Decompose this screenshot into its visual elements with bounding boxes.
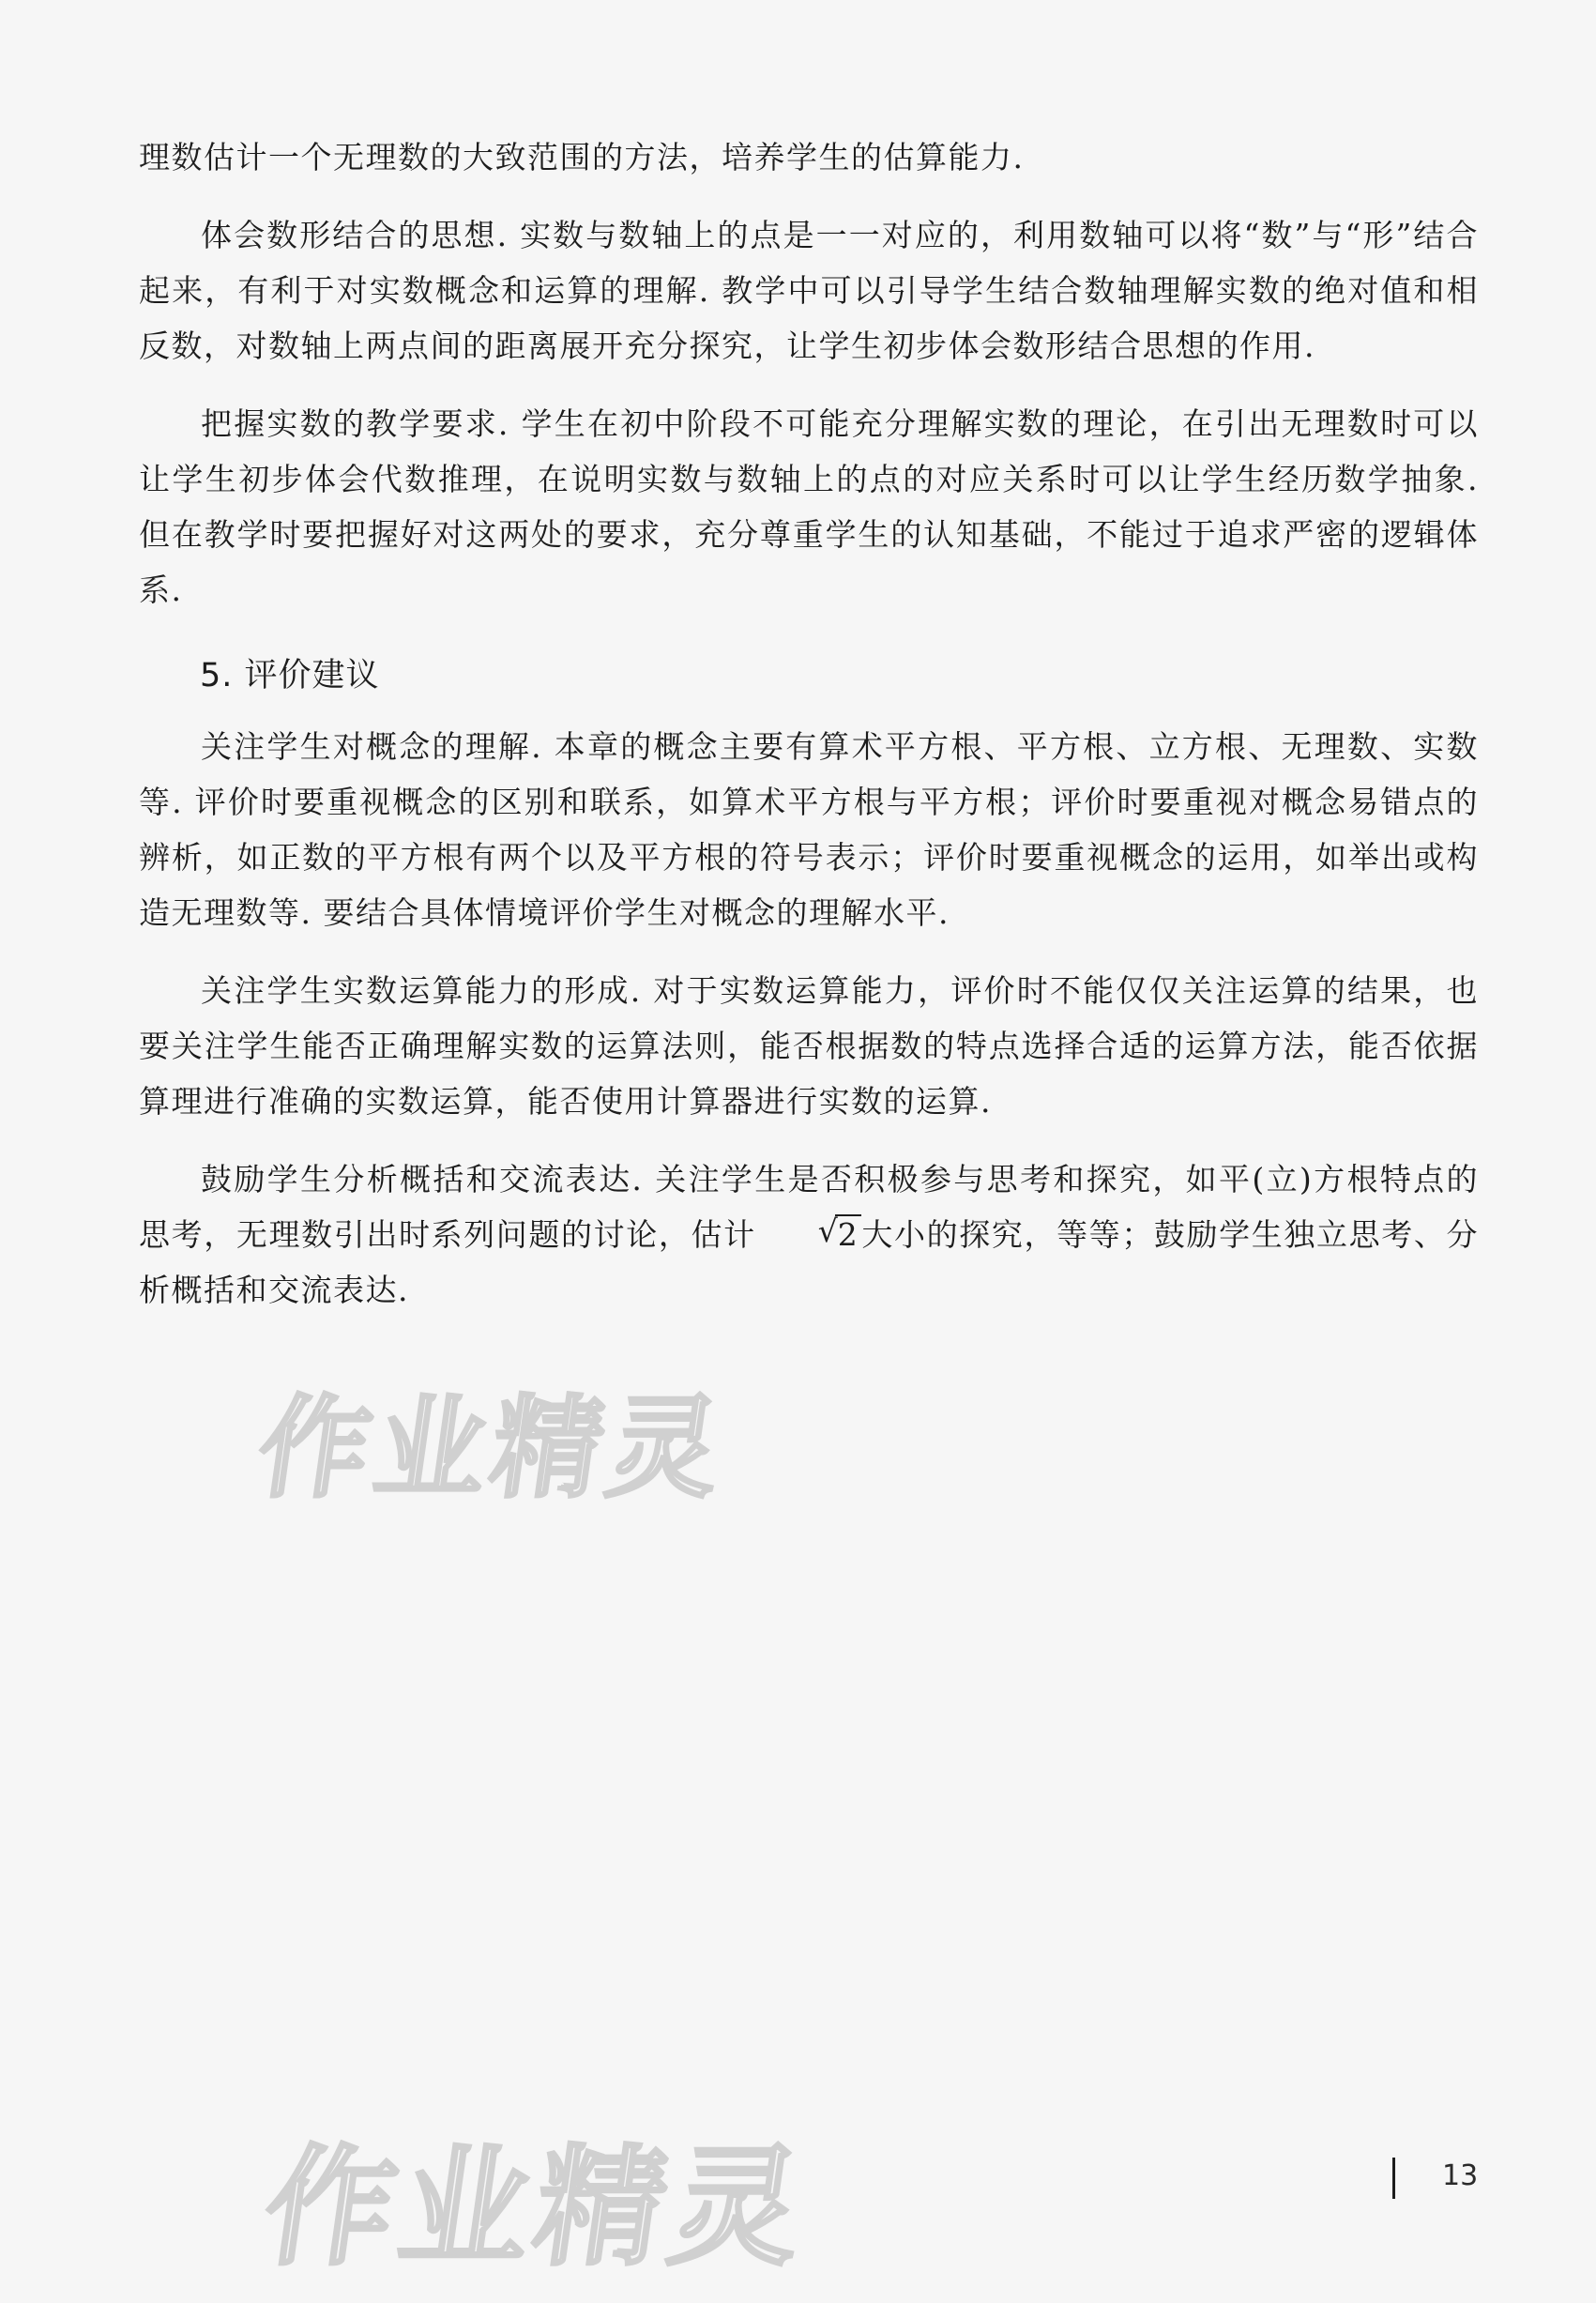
paragraph-concept-understanding: 关注学生对概念的理解. 本章的概念主要有算术平方根、平方根、立方根、无理数、实数等. 评价时要重视概念的区别和联系，如算术平方根与平方根；评价时要重视对概念易错点的辨析，如正数的平方根有两个以及平方根的符号表示；评价时要重视概念的运用，如举出或构造无理数等. 要结合具体情境评价学生对概念的理解水平.	[139, 728, 1479, 931]
watermark-lower: 作业精灵	[255, 2132, 817, 2283]
sqrt-radicand: 2	[835, 1214, 862, 1253]
watermark-upper: 作业精灵	[250, 1383, 735, 1513]
sqrt-expression	[756, 1207, 862, 1262]
paragraph-continuation: 理数估计一个无理数的大致范围的方法，培养学生的估算能力.	[139, 139, 1025, 175]
paragraph-expression	[139, 1152, 1479, 1318]
page-number: 13	[1442, 2159, 1479, 2192]
paragraph-expression-part2: 大小的探究，等等；鼓励学生独立思考、分析概括和交流表达.	[139, 1216, 1480, 1308]
paragraph-number-shape: 体会数形结合的思想. 实数与数轴上的点是一一对应的，利用数轴可以将“数”与“形”结合起来，有利于对实数概念和运算的理解. 教学中可以引导学生结合数轴理解实数的绝对值和相反数，对数轴上两点间的距离展开充分探究，让学生初步体会数形结合思想的作用.	[139, 217, 1479, 364]
paragraph-expression-part1: 鼓励学生分析概括和交流表达. 关注学生是否积极参与思考和探究，如平(立)方根特点的思考，无理数引出时系列问题的讨论，估计	[139, 1161, 1479, 1253]
page-content	[139, 130, 1479, 1340]
paragraph-operation-ability: 关注学生实数运算能力的形成. 对于实数运算能力，评价时不能仅仅关注运算的结果，也要关注学生能否正确理解实数的运算法则，能否根据数的特点选择合适的运算方法，能否依据算理进行准确的实数运算，能否使用计算器进行实数的运算.	[139, 972, 1479, 1120]
sqrt-icon: √	[817, 1213, 840, 1249]
section-heading-evaluation: 5. 评价建议	[200, 657, 380, 694]
paragraph-teaching-requirements: 把握实数的教学要求. 学生在初中阶段不可能充分理解实数的理论，在引出无理数时可以让学生初步体会代数推理，在说明实数与数轴上的点的对应关系时可以让学生经历数学抽象. 但在教学时要把握好对这两处的要求，充分尊重学生的认知基础，不能过于追求严密的逻辑体系.	[139, 405, 1479, 608]
page-number-divider	[1392, 2158, 1395, 2199]
